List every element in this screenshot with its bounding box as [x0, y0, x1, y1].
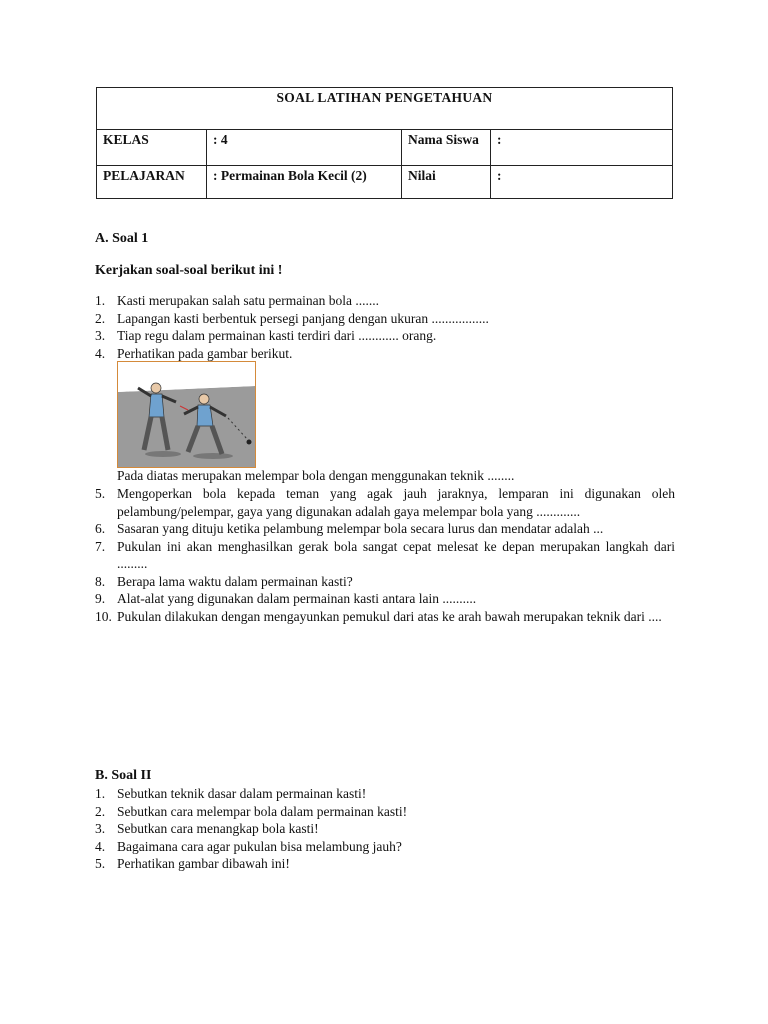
list-item: 7. Pukulan ini akan menghasilkan gerak bola sangat cepat melesat ke depan merupakan langkah dari .........	[95, 538, 675, 571]
section-a-questions-list	[95, 292, 675, 362]
section-a-instruction: Kerjakan soal-soal berikut ini !	[95, 263, 283, 278]
list-item: 3. Sebutkan cara menangkap bola kasti!	[95, 821, 319, 836]
nama-siswa-label: Nama Siswa	[402, 130, 491, 166]
list-item: 5. Perhatikan gambar dibawah ini!	[95, 856, 290, 871]
list-item: 1. Kasti merupakan salah satu permainan bola .......	[95, 293, 380, 308]
kelas-value: : 4	[207, 130, 402, 166]
list-item: 10. Pukulan dilakukan dengan mengayunkan pemukul dari atas ke arah bawah merupakan teknik dari ....	[95, 608, 662, 624]
list-item: 4. Bagaimana cara agar pukulan bisa melambung jauh?	[95, 838, 402, 854]
pelajaran-value: : Permainan Bola Kecil (2)	[207, 166, 402, 199]
pelajaran-label: PELAJARAN	[97, 166, 207, 199]
list-item: 4. Perhatikan pada gambar berikut.	[95, 345, 293, 361]
list-item: 2. Sebutkan cara melempar bola dalam permainan kasti!	[95, 803, 408, 819]
nilai-label: Nilai	[402, 166, 491, 199]
list-item: 3. Tiap regu dalam permainan kasti terdiri dari ............ orang.	[95, 328, 437, 343]
section-a-title: A. Soal 1	[95, 231, 149, 246]
list-item: 1. Sebutkan teknik dasar dalam permainan kasti!	[95, 786, 367, 801]
two-players-throwing-ball-icon	[118, 362, 255, 467]
section-a-questions-list-continued	[95, 485, 675, 625]
list-item: 6. Sasaran yang dituju ketika pelambung melempar bola secara lurus dan mendatar adalah ...	[95, 521, 604, 536]
section-b-questions-list	[95, 785, 675, 873]
list-item: 2. Lapangan kasti berbentuk persegi panjang dengan ukuran .................	[95, 310, 489, 326]
kelas-label: KELAS	[97, 130, 207, 166]
figure-caption: Pada diatas merupakan melempar bola dengan menggunakan teknik ........	[117, 468, 515, 483]
list-item: 9. Alat-alat yang digunakan dalam permainan kasti antara lain ..........	[95, 591, 477, 606]
worksheet-title: SOAL LATIHAN PENGETAHUAN	[97, 88, 673, 130]
nama-siswa-value: :	[491, 130, 673, 166]
list-item: 5. Mengoperkan bola kepada teman yang agak jauh jaraknya, lemparan ini digunakan oleh pelambung/pelempar, gaya yang digunakan adalah gaya melempar bola yang .............	[95, 486, 675, 519]
nilai-value: :	[491, 166, 673, 199]
list-item: 8. Berapa lama waktu dalam permainan kasti?	[95, 573, 353, 589]
kasti-throwing-figure	[117, 361, 256, 468]
header-table	[96, 87, 673, 199]
section-b-title: B. Soal II	[95, 768, 152, 783]
